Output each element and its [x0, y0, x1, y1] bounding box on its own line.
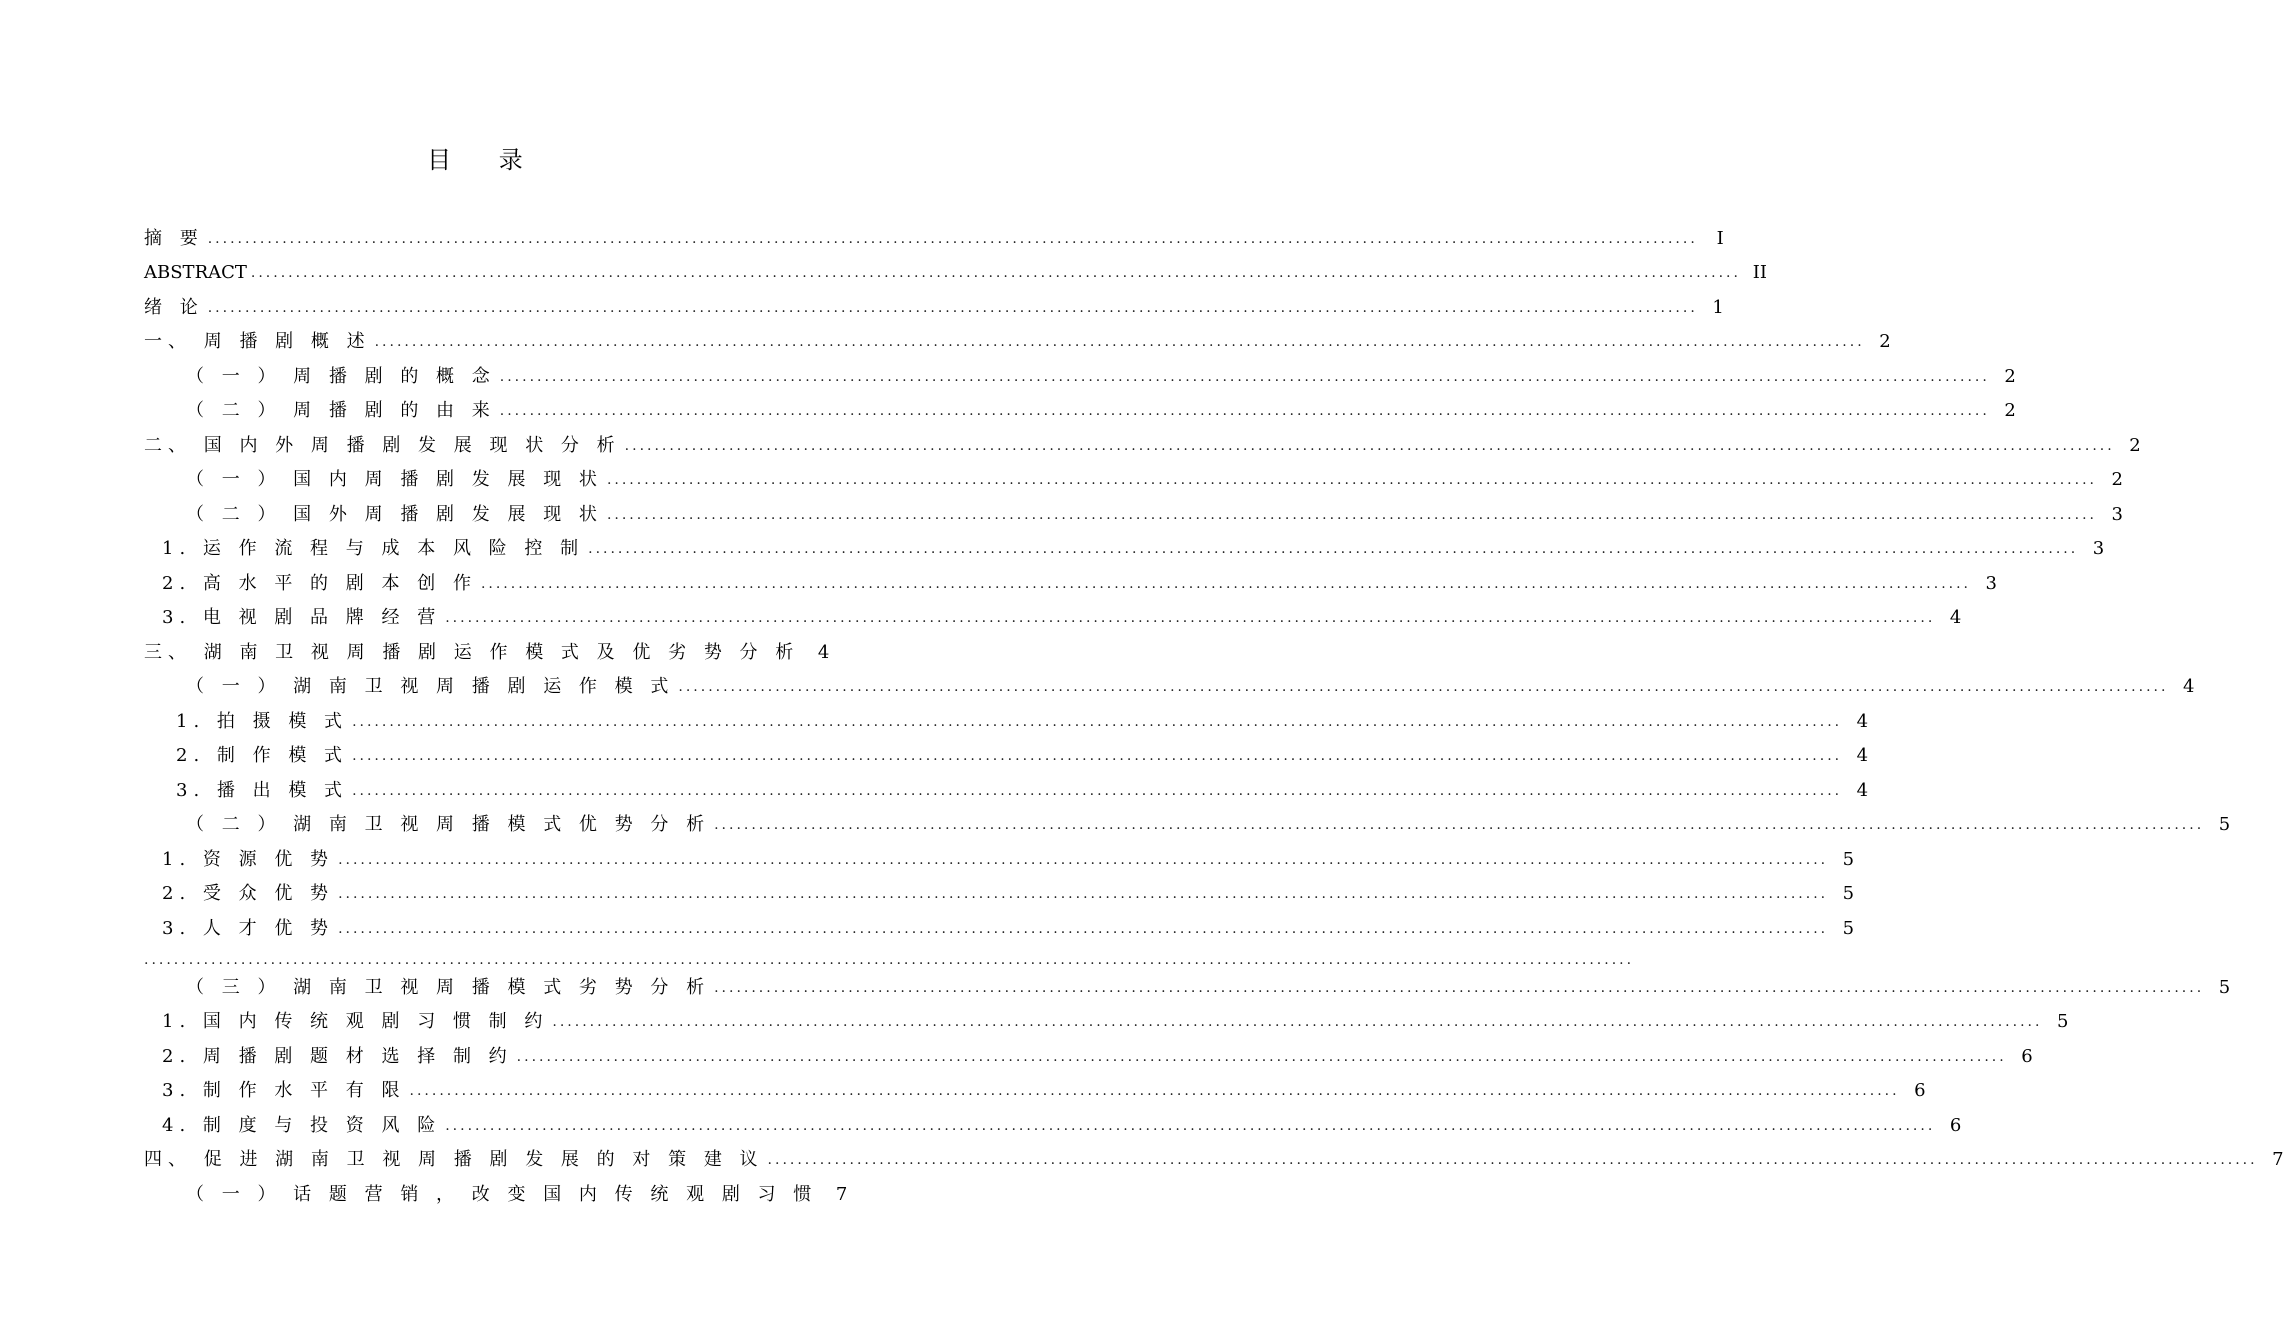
toc-leader-dots: ........................................................................................................................................................................................................: [374, 334, 1865, 350]
toc-entry[interactable]: [162, 914, 1855, 944]
toc-entry-page: 4: [1856, 780, 1869, 801]
toc-leader-dots: ........................................................................................................................................................................................................: [714, 980, 2205, 996]
toc-entry-label: 三、 湖 南 卫 视 周 播 剧 运 作 模 式 及 优 劣 势 分 析: [144, 642, 800, 663]
toc-leader-dots: ........................................................................................................................................................................................................: [499, 369, 1990, 385]
toc-leader-dots: ........................................................................................................................................................................................................: [338, 852, 1829, 868]
toc-entry[interactable]: [186, 1180, 848, 1210]
toc-entry-page: 2: [2004, 400, 2016, 421]
page-title: 目 录: [427, 146, 543, 174]
toc-entry-label: 3. 人 才 优 势: [162, 918, 335, 939]
toc-entry-page: 3: [2111, 504, 2123, 525]
toc-entry[interactable]: [144, 258, 1767, 288]
toc-entry[interactable]: [162, 1042, 2033, 1072]
toc-entry[interactable]: [176, 707, 1869, 737]
toc-entry[interactable]: [162, 603, 1962, 633]
toc-leader-dots: ........................................................................................................................................................................................................: [767, 1152, 2258, 1168]
toc-entry[interactable]: [186, 396, 2016, 426]
toc-leader-dots: ........................................................................................................................................................................................................: [606, 507, 2097, 523]
toc-entry-label: （ 一 ） 周 播 剧 的 概 念: [186, 366, 496, 387]
toc-entry[interactable]: [186, 810, 2231, 840]
toc-leader-dots: ........................................................................................................................................................................................................: [588, 541, 2079, 557]
toc-entry-label: 四、 促 进 湖 南 卫 视 周 播 剧 发 展 的 对 策 建 议: [144, 1149, 764, 1170]
toc-entry[interactable]: [144, 293, 1724, 323]
toc-leader-dots: ........................................................................................................................................................................................................: [445, 610, 1936, 626]
toc-leader-dots: ........................................................................................................................................................................................................: [499, 403, 1990, 419]
toc-entry-label: 3. 电 视 剧 品 牌 经 营: [162, 607, 442, 628]
toc-entry-page: 5: [2056, 1011, 2069, 1032]
toc-entry-label: （ 一 ） 国 内 周 播 剧 发 展 现 状: [186, 469, 603, 490]
toc-entry[interactable]: [186, 465, 2123, 495]
toc-entry-page: 2: [1879, 331, 1891, 352]
toc-entry-label: 二、 国 内 外 周 播 剧 发 展 现 状 分 析: [144, 435, 621, 456]
toc-entry-page: 7: [835, 1184, 848, 1205]
toc-entry-page: 4: [1856, 745, 1869, 766]
toc-entry-page: 5: [2218, 977, 2231, 998]
toc-entry-label: 绪 论: [144, 297, 204, 318]
toc-entry-label: ABSTRACT: [144, 262, 247, 283]
toc-entry[interactable]: [144, 1145, 2284, 1175]
toc-entry-label: 2. 受 众 优 势: [162, 883, 335, 904]
toc-entry-label: （ 二 ） 国 外 周 播 剧 发 展 现 状: [186, 504, 603, 525]
toc-entry-page: 1: [1712, 297, 1724, 318]
toc-entry[interactable]: [162, 845, 1855, 875]
toc-entry-page: 4: [2182, 676, 2195, 697]
toc-entry[interactable]: [186, 672, 2195, 702]
toc-leader-dots: ........................................................................................................................................................................................................: [352, 748, 1843, 764]
toc-entry-page: 4: [1856, 711, 1869, 732]
toc-entry-label: 2. 高 水 平 的 剧 本 创 作: [162, 573, 477, 594]
toc-overflow-leader-dots: ........................................................................................................................................................................................................: [144, 952, 1635, 968]
toc-entry-label: 2. 制 作 模 式: [176, 745, 349, 766]
toc-leader-dots: ........................................................................................................................................................................................................: [352, 714, 1843, 730]
toc-leader-dots: ........................................................................................................................................................................................................: [714, 817, 2205, 833]
toc-entry[interactable]: [176, 776, 1869, 806]
toc-leader-dots: ........................................................................................................................................................................................................: [624, 438, 2115, 454]
toc-entry-page: 4: [1949, 607, 1962, 628]
toc-leader-dots: ........................................................................................................................................................................................................: [207, 231, 1698, 247]
toc-entry-label: 4. 制 度 与 投 资 风 险: [162, 1115, 442, 1136]
toc-leader-dots: ........................................................................................................................................................................................................: [250, 265, 1741, 281]
toc-entry-label: （ 三 ） 湖 南 卫 视 周 播 模 式 劣 势 分 析: [186, 977, 711, 998]
toc-entry-page: 5: [2218, 814, 2231, 835]
toc-leader-dots: ........................................................................................................................................................................................................: [409, 1083, 1900, 1099]
toc-entry-label: 1. 运 作 流 程 与 成 本 风 险 控 制: [162, 538, 585, 559]
toc-entry-page: 6: [1914, 1080, 1926, 1101]
toc-leader-dots: ........................................................................................................................................................................................................: [338, 886, 1829, 902]
toc-entry-page: 6: [1949, 1115, 1962, 1136]
toc-entry[interactable]: [162, 1076, 1926, 1106]
toc-entry-page: 3: [1985, 573, 1997, 594]
toc-entry-page: 5: [1842, 918, 1855, 939]
toc-leader-dots: ........................................................................................................................................................................................................: [606, 472, 2097, 488]
toc-leader-dots: ........................................................................................................................................................................................................: [678, 679, 2169, 695]
toc-entry-page: 3: [2092, 538, 2105, 559]
toc-entry-label: 1. 国 内 传 统 观 剧 习 惯 制 约: [162, 1011, 549, 1032]
toc-entry-page: 5: [1842, 849, 1855, 870]
toc-entry-label: 摘 要: [144, 228, 204, 249]
toc-entry[interactable]: [162, 879, 1855, 909]
toc-entry-label: （ 二 ） 湖 南 卫 视 周 播 模 式 优 势 分 析: [186, 814, 711, 835]
toc-entry[interactable]: [162, 569, 1997, 599]
toc-entry-label: （ 二 ） 周 播 剧 的 由 来: [186, 400, 496, 421]
toc-entry[interactable]: [162, 1007, 2069, 1037]
toc-leader-dots: ........................................................................................................................................................................................................: [480, 576, 1971, 592]
toc-entry-label: 1. 资 源 优 势: [162, 849, 335, 870]
toc-entry-page: 6: [2021, 1046, 2033, 1067]
toc-entry-label: 一、 周 播 剧 概 述: [144, 331, 371, 352]
toc-entry-label: （ 一 ） 话 题 营 销 ， 改 变 国 内 传 统 观 剧 习 惯: [186, 1184, 818, 1205]
toc-entry[interactable]: [144, 431, 2141, 461]
toc-entry-label: 3. 制 作 水 平 有 限: [162, 1080, 406, 1101]
toc-entry-page: 7: [2272, 1149, 2284, 1170]
toc-entry-label: 3. 播 出 模 式: [176, 780, 349, 801]
toc-entry-page: 5: [1842, 883, 1855, 904]
toc-entry[interactable]: [144, 638, 828, 668]
toc-leader-dots: ........................................................................................................................................................................................................: [338, 921, 1829, 937]
toc-entry[interactable]: [186, 362, 2016, 392]
toc-leader-dots: ........................................................................................................................................................................................................: [516, 1049, 2007, 1065]
toc-entry-page: 2: [2111, 469, 2123, 490]
toc-entry-page: II: [1752, 262, 1767, 283]
toc-entry[interactable]: [162, 1111, 1962, 1141]
toc-leader-dots: ........................................................................................................................................................................................................: [207, 300, 1698, 316]
toc-entry-page: 2: [2004, 366, 2016, 387]
toc-entry[interactable]: [162, 534, 2105, 564]
toc-leader-dots: ........................................................................................................................................................................................................: [552, 1014, 2043, 1030]
toc-entry[interactable]: [186, 973, 2231, 1003]
toc-entry-page: 2: [2129, 435, 2141, 456]
toc-entry-page: 4: [817, 642, 830, 663]
toc-entry[interactable]: [144, 224, 1724, 254]
toc-entry-page: I: [1716, 228, 1724, 249]
toc-leader-dots: ........................................................................................................................................................................................................: [352, 783, 1843, 799]
toc-entry[interactable]: [186, 500, 2123, 530]
toc-entry-label: 2. 周 播 剧 题 材 选 择 制 约: [162, 1046, 513, 1067]
toc-entry[interactable]: [176, 741, 1869, 771]
toc-leader-dots: ........................................................................................................................................................................................................: [445, 1118, 1936, 1134]
toc-entry[interactable]: [144, 327, 1891, 357]
toc-entry-label: （ 一 ） 湖 南 卫 视 周 播 剧 运 作 模 式: [186, 676, 675, 697]
toc-entry-label: 1. 拍 摄 模 式: [176, 711, 349, 732]
